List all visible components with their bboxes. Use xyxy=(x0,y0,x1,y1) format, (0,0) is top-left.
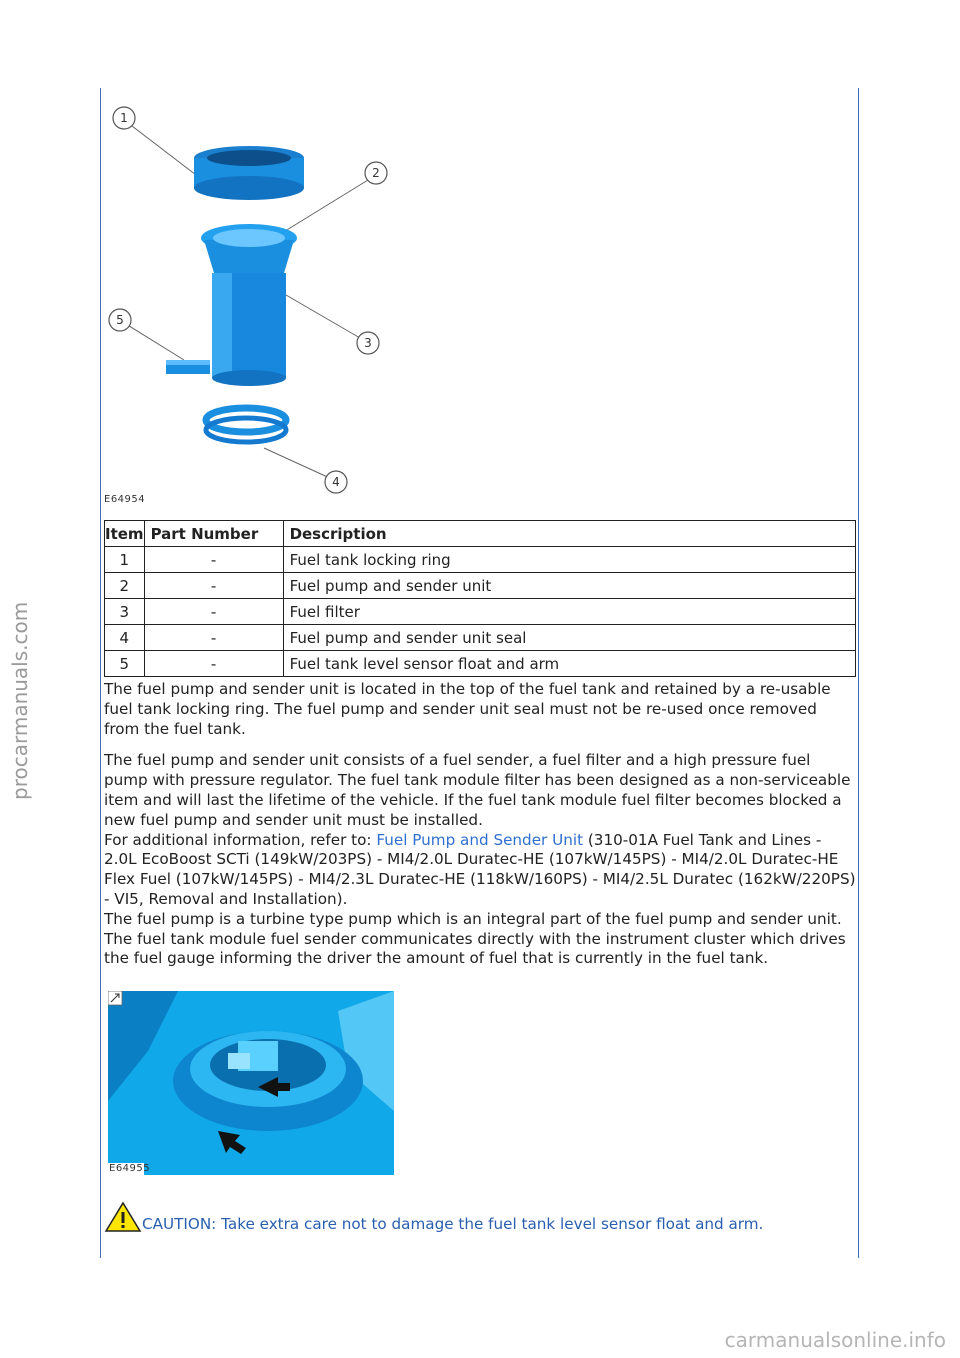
left-border-line xyxy=(100,88,101,1258)
row-description: Fuel pump and sender unit seal xyxy=(283,625,855,651)
header-part-number: Part Number xyxy=(144,521,283,547)
callout-5-label: 5 xyxy=(116,313,124,327)
fuel-pump-sender-link[interactable]: Fuel Pump and Sender Unit xyxy=(376,830,584,849)
installed-pump-illustration xyxy=(108,991,394,1175)
seal-ring-part xyxy=(206,408,286,442)
row-item: 3 xyxy=(105,599,145,625)
parts-table xyxy=(104,520,856,677)
float-arm-part xyxy=(166,360,210,374)
caution-text: CAUTION: Take extra care not to damage the fuel tank level sensor float and arm. xyxy=(142,1215,764,1234)
row-description: Fuel filter xyxy=(283,599,855,625)
caution-notice xyxy=(104,1201,856,1233)
paragraph-operation: The fuel pump is a turbine type pump which is an integral part of the fuel pump and sender unit. The fuel tank module fuel sender communicates directly with the instrument cluster which drives the fuel gauge informing the driver the amount of fuel that is currently in the fuel tank. xyxy=(104,909,846,968)
callout-3-label: 3 xyxy=(364,336,372,350)
row-item: 4 xyxy=(105,625,145,651)
callout-4-label: 4 xyxy=(332,475,340,489)
table-header-row xyxy=(105,521,856,547)
pump-sender-unit-part xyxy=(201,224,297,386)
reference-prefix: For additional information, refer to: xyxy=(104,830,377,849)
fuel-pump-exploded-figure xyxy=(104,98,404,508)
callout-1-label: 1 xyxy=(120,111,128,125)
figure-code: E64954 xyxy=(104,494,146,505)
side-watermark: procarmanuals.com xyxy=(8,601,32,800)
table-row xyxy=(105,547,856,573)
reference-suffix: (310-01A Fuel Tank and Lines - 2.0L EcoBoost SCTi (149kW/203PS) - MI4/2.0L Duratec-HE (107kW/145PS) - MI4/2.0L Duratec-HE Flex Fuel (107kW/145PS) - MI4/2.3L Duratec-HE (118kW/160PS) - MI4/2.5L Duratec (162kW/220PS) - VI5, Removal and Installation). xyxy=(104,830,856,908)
table-row xyxy=(105,599,856,625)
row-part-number: - xyxy=(144,599,283,625)
footer-watermark: carmanualsonline.info xyxy=(724,1328,946,1352)
page-content xyxy=(104,98,856,1233)
paragraph-location: The fuel pump and sender unit is located in the top of the fuel tank and retained by a re-usable fuel tank locking ring. The fuel pump and sender unit seal must not be re-used once removed from the fuel tank. xyxy=(104,680,831,738)
row-part-number: - xyxy=(144,651,283,677)
row-part-number: - xyxy=(144,625,283,651)
callout-2-label: 2 xyxy=(372,166,380,180)
figure2-code: E64955 xyxy=(109,1163,151,1175)
row-part-number: - xyxy=(144,573,283,599)
header-item: Item xyxy=(105,521,145,547)
header-description: Description xyxy=(283,521,855,547)
installed-pump-figure xyxy=(108,991,394,1175)
row-description: Fuel pump and sender unit xyxy=(283,573,855,599)
row-item: 5 xyxy=(105,651,145,677)
row-item: 1 xyxy=(105,547,145,573)
right-border-line xyxy=(858,88,859,1258)
table-row xyxy=(105,625,856,651)
locking-ring-part xyxy=(194,146,304,200)
fuel-pump-illustration xyxy=(104,98,404,498)
row-item: 2 xyxy=(105,573,145,599)
paragraph-components: The fuel pump and sender unit consists of a fuel sender, a fuel filter and a high pressure fuel pump with pressure regulator. The fuel tank module filter has been designed as a non-serviceable item and will last the lifetime of the vehicle. If the fuel tank module fuel filter becomes blocked a new fuel pump and sender unit must be installed. xyxy=(104,751,851,829)
row-description: Fuel tank locking ring xyxy=(283,547,855,573)
warning-triangle-icon xyxy=(104,1201,142,1233)
table-row xyxy=(105,651,856,677)
row-part-number: - xyxy=(144,547,283,573)
row-description: Fuel tank level sensor float and arm xyxy=(283,651,855,677)
paragraph-reference xyxy=(104,831,856,910)
table-row xyxy=(105,573,856,599)
